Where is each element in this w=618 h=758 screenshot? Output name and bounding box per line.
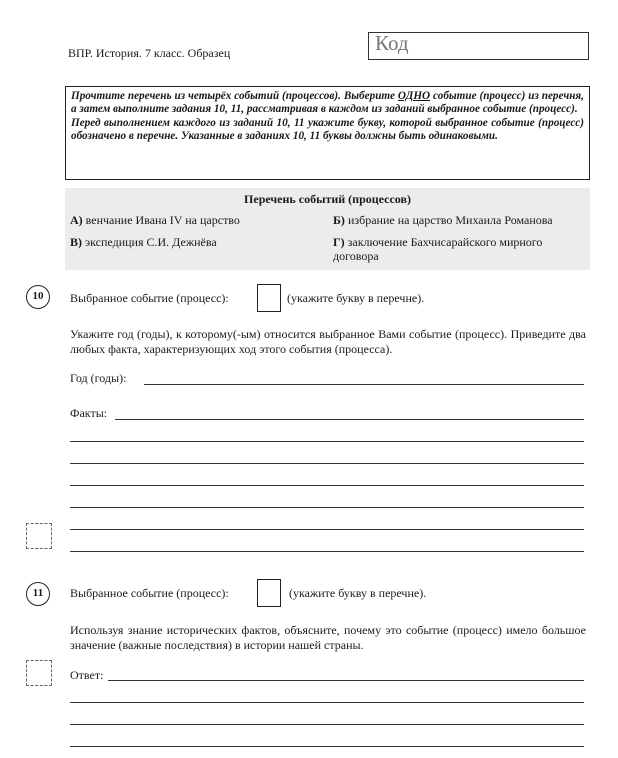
task-10-answer-line[interactable] [70, 441, 584, 442]
task-10-answer-line[interactable] [70, 463, 584, 464]
event-v-letter: В) [70, 235, 82, 249]
event-a-text: венчание Ивана IV на царство [85, 213, 240, 227]
event-a [70, 213, 320, 227]
instruction-text-part: Прочтите перечень из четырёх событий (процессов). Выберите [71, 90, 398, 102]
task-11-letter-box[interactable] [257, 579, 281, 607]
event-b [333, 213, 588, 227]
event-g [333, 235, 578, 263]
task-10-letter-box[interactable] [257, 284, 281, 312]
task-10-selected-label: Выбранное событие (процесс): [70, 291, 229, 305]
event-g-letter: Г) [333, 235, 345, 249]
task-11-answer-line[interactable] [70, 724, 584, 725]
task-10-facts-line[interactable] [115, 419, 584, 420]
instruction-box [65, 86, 590, 180]
event-v-text: экспедиция С.И. Дежнёва [85, 235, 217, 249]
event-v [70, 235, 320, 249]
instruction-paragraph-2: Перед выполнением каждого из заданий 10, 11 укажите букву, которой выбранное событие (процесс) обозначено в перечне. Указанные в заданиях 10, 11 буквы должны быть одинаковыми. [71, 116, 584, 143]
task-10-answer-line[interactable] [70, 551, 584, 552]
task-10-score-box [26, 523, 52, 549]
task-10-year-line[interactable] [144, 384, 584, 385]
code-field[interactable] [368, 32, 589, 60]
event-b-letter: Б) [333, 213, 345, 227]
code-label: Код [375, 31, 409, 55]
task-11-question: Используя знание исторических фактов, объясните, почему это событие (процесс) имело большое значение (важные последствия) в истории нашей страны. [70, 623, 586, 652]
task-10-number: 10 [26, 285, 50, 309]
page-header-title: ВПР. История. 7 класс. Образец [68, 46, 231, 60]
task-10-answer-line[interactable] [70, 507, 584, 508]
event-a-letter: А) [70, 213, 83, 227]
task-10-facts-label: Факты: [70, 406, 108, 420]
task-10-year-label: Год (годы): [70, 371, 127, 385]
task-10-letter-hint: (укажите букву в перечне). [287, 291, 425, 305]
task-11-answer-line[interactable] [108, 680, 584, 681]
event-b-text: избрание на царство Михаила Романова [347, 213, 553, 227]
instruction-paragraph-1 [71, 90, 584, 117]
task-11-selected-label: Выбранное событие (процесс): [70, 586, 229, 600]
event-g-text: заключение Бахчисарайского мирного договора [333, 235, 543, 263]
events-list-box [65, 188, 590, 270]
events-list-title: Перечень событий (процессов) [244, 192, 411, 206]
task-11-answer-line[interactable] [70, 702, 584, 703]
instruction-text-part: событие (процесс) из перечня, а затем выполните задания 10, 11, рассматривая в каждом из заданий выбранное событие (процесс). [71, 90, 584, 116]
task-11-answer-line[interactable] [70, 746, 584, 747]
task-11-score-box [26, 660, 52, 686]
task-11-number: 11 [26, 582, 50, 606]
task-10-question: Укажите год (годы), к которому(-ым) относится выбранное Вами событие (процесс). Приведите два любых факта, характеризующих ход этого события (процесса). [70, 327, 586, 356]
instruction-emphasis: ОДНО [397, 90, 431, 102]
task-10-answer-line[interactable] [70, 529, 584, 530]
task-10-answer-line[interactable] [70, 485, 584, 486]
task-11-answer-label: Ответ: [70, 668, 104, 682]
task-11-letter-hint: (укажите букву в перечне). [289, 586, 427, 600]
